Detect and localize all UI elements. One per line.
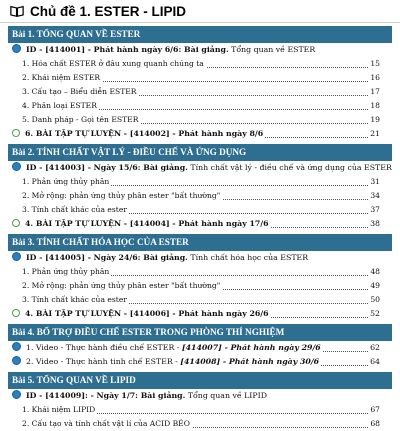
lesson-1-lecture[interactable]: ID - [414001] - Phát hành ngày 6/6: Bài giảng. Tổng quan về ESTER bbox=[12, 43, 380, 57]
lesson-5-lecture[interactable]: ID - [414009]: - Ngày 1/7: Bài giảng. Tổng quan về LIPID bbox=[12, 389, 380, 403]
play-icon bbox=[12, 390, 21, 399]
lesson-2-lecture[interactable]: ID - [414003] - Ngày 15/6: Bài giảng. Tính chất vật lý - điều chế và ứng dụng của ESTER bbox=[12, 161, 380, 175]
practice-entry[interactable]: 4. BÀI TẬP TỰ LUYỆN - [414006] - Phát hành ngày 26/6 52 bbox=[12, 307, 380, 321]
toc-entry[interactable]: 5. Danh pháp - Gọi tên ESTER 19 bbox=[22, 113, 380, 127]
toc-entry[interactable]: 3. Tính chất khác của ester 37 bbox=[22, 203, 380, 217]
toc-entry[interactable]: 1. Khái niệm LIPID 67 bbox=[22, 403, 380, 417]
circle-icon bbox=[12, 219, 20, 227]
toc-entry[interactable]: 4. Phân loại ESTER 18 bbox=[22, 99, 380, 113]
play-icon bbox=[12, 356, 21, 365]
toc-entry[interactable]: 1. Hóa chất ESTER ở đâu xung quanh chúng ta 15 bbox=[22, 57, 380, 71]
toc-entry[interactable]: 2. Mở rộng: phản ứng thủy phân ester "bất thường" 49 bbox=[22, 279, 380, 293]
play-icon bbox=[12, 342, 21, 351]
lesson-3-lecture[interactable]: ID - [414005] - Ngày 24/6: Bài giảng. Tính chất hóa học của ESTER bbox=[12, 251, 380, 265]
chapter-header bbox=[0, 0, 400, 23]
video-entry[interactable]: 2. Video - Thực hành tinh chế ESTER - [414008] - Phát hành ngày 30/6 64 bbox=[12, 355, 380, 369]
toc-entry[interactable]: 1. Phản ứng thủy phân 48 bbox=[22, 265, 380, 279]
circle-icon bbox=[12, 129, 20, 137]
lesson-3-header: Bài 3. TÍNH CHẤT HÓA HỌC CỦA ESTER bbox=[8, 234, 392, 251]
video-entry[interactable]: 1. Video - Thực hành điều chế ESTER - [414007] - Phát hành ngày 29/6 62 bbox=[12, 341, 380, 355]
toc-entry[interactable]: 2. Mở rộng: phản ứng thủy phân ester "bất thường" 34 bbox=[22, 189, 380, 203]
play-icon bbox=[12, 252, 21, 261]
lesson-5-header: Bài 5. TỔNG QUAN VỀ LIPID bbox=[8, 372, 392, 389]
book-icon bbox=[10, 4, 24, 18]
lesson-4-header: Bài 4. BỔ TRỢ ĐIỀU CHẾ ESTER TRONG PHÒNG THÍ NGHIỆM bbox=[8, 324, 392, 341]
lesson-2-header: Bài 2. TÍNH CHẤT VẬT LÝ - ĐIỀU CHẾ VÀ ỨNG DỤNG bbox=[8, 144, 392, 161]
circle-icon bbox=[12, 309, 20, 317]
toc-entry[interactable]: 3. Tính chất khác của ester 50 bbox=[22, 293, 380, 307]
toc-entry[interactable]: 2. Khái niệm ESTER 16 bbox=[22, 71, 380, 85]
play-icon bbox=[12, 44, 21, 53]
lesson-1-header: Bài 1. TỔNG QUAN VỀ ESTER bbox=[8, 26, 392, 43]
toc-entry[interactable]: 3. Cấu tạo – Biểu diễn ESTER 17 bbox=[22, 85, 380, 99]
practice-entry[interactable]: 6. BÀI TẬP TỰ LUYỆN - [414002] - Phát hành ngày 8/6 21 bbox=[12, 127, 380, 141]
toc-entry[interactable]: 1. Phản ứng thủy phân 31 bbox=[22, 175, 380, 189]
chapter-title: Chủ đề 1. ESTER - LIPID bbox=[30, 3, 187, 19]
play-icon bbox=[12, 162, 21, 171]
practice-entry[interactable]: 4. BÀI TẬP TỰ LUYỆN - [414004] - Phát hành ngày 17/6 38 bbox=[12, 217, 380, 231]
toc-entry[interactable]: 2. Cấu tạo và tính chất vật lí của ACID BÉO 68 bbox=[22, 417, 380, 431]
